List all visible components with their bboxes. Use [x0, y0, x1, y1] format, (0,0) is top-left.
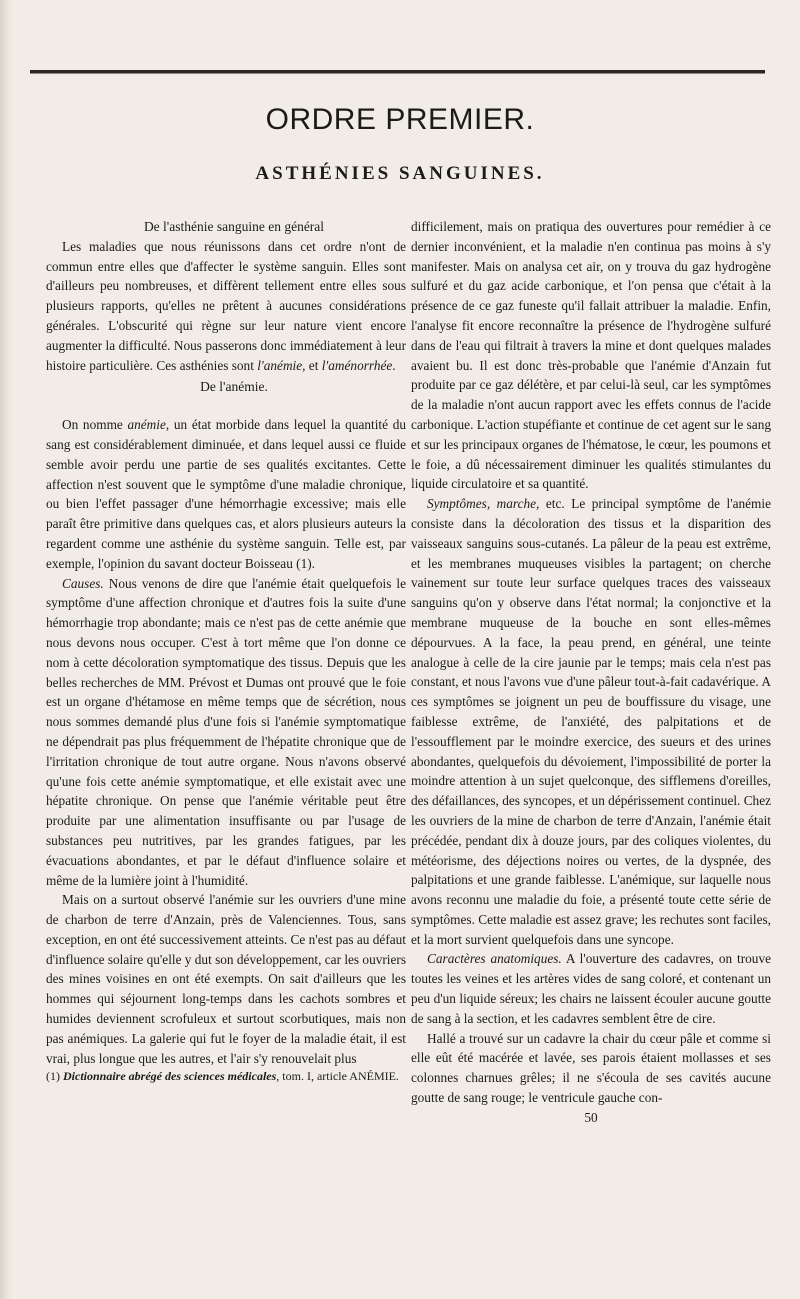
section-title: ASTHÉNIES SANGUINES.	[255, 163, 545, 184]
page-number: 50	[584, 1109, 598, 1125]
label-caracteres: Caractères anatomiques.	[427, 951, 562, 967]
term-anemie-def: anémie	[127, 417, 166, 433]
paragraph-continued: difficilement, mais on pratiqua des ouvertures pour remédier à ce dernier inconvénient, et la maladie n'en continua pas moins à s'y manifester. Mais on analysa cet air, on y trouva du gaz hydrogène sulfuré et du gaz acide carbonique, et l'on pensa que c'était à la présence de ce gaz funeste qu'il fallait attribuer la maladie. Enfin, l'analyse fit encore reconnaître la présence de l'hydrogène sulfuré dans de l'eau qui filtrait à travers la mine et dont quelques malades avaient bu. Il est donc très-probable que l'anémie d'Anzain fut produite par ce gaz délétère, et par celui-là seul, car les symptômes de la maladie n'ont aucun rapport avec les effets connus de l'acide carbonique. L'action stupéfiante et continue de cet agent sur le sang et sur les principaux organes de l'hématose, le cœur, les poumons et le foie, a dû nécessairement diminuer les qualités stimulantes du liquide circulatoire et sa quantité.	[411, 219, 771, 492]
paragraph-mines: Mais on a surtout observé l'anémie sur les ouvriers d'une mine de charbon de terre d'Anzain, près de Valenciennes. Tous, sans exception, en ont été successivement atteints. Ce n'est pas au défaut d'influence solaire qu'elle y dut son développement, car les ouvriers des mines voisines en ont été exempts. On sait d'ailleurs que les hommes qui séjournent long-temps dans les cachots sombres et humides deviennent scrofuleux et surtout scorbutiques, mais non pas anémiques. La galerie qui fut le foyer de la maladie était, il est vrai, plus longue que les autres, et l'air s'y renouvelait plus	[46, 892, 406, 1066]
right-column	[411, 217, 771, 1128]
page-edge-shadow	[0, 0, 14, 1299]
paragraph-halle: Hallé a trouvé sur un cadavre la chair du cœur pâle et comme si elle eût été macérée et lavée, ses parois étaient mollasses et ses colonnes charnues grêles; il ne s'écoula de ses cavités aucune goutte de sang rouge; le ventricule gauche con-	[411, 1030, 771, 1106]
chapter-title: ORDRE PREMIER.	[265, 103, 535, 136]
header-rule	[30, 70, 765, 74]
footnote-title: Dictionnaire abrégé des sciences médicales	[63, 1069, 277, 1084]
paragraph-intro: Les maladies que nous réunissons dans cet ordre n'ont de commun entre elles que d'affecter le système sanguin. Elles sont d'ailleurs peu nombreuses, et diffèrent tellement entre elles sous plusieurs rapports, qu'elles ne prêtent à aucunes considérations générales. L'obscurité qui règne sur leur nature vient encore augmenter la difficulté. Nous passerons donc immédiatement à leur histoire particulière. Ces asthénies sont l'anémie, et l'aménorrhée.	[46, 238, 406, 373]
left-column	[46, 217, 406, 1084]
paragraph-causes: Causes. Nous venons de dire que l'anémie était quelquefois le symptôme d'une affection chronique et d'autres fois la suite d'une hémorrhagie trop abondante; mais ce n'est pas de cette anémie que nous devons nous occuper. C'est à tort même que l'on donne ce nom à cette décoloration symptomatique des tissus. Depuis que les belles recherches de MM. Prévost et Dumas ont prouvé que le foie est un organe d'hétamose en même temps que de sécrétion, nous nous sommes demandé plus d'une fois si l'anémie symptomatique ne dépendrait pas plus fréquemment de l'hépatite chronique que de l'irritation chronique de tout autre organe. Nous n'avons observé qu'une fois cette anémie symptomatique, et elle existait avec une hépatite chronique. On pense que l'anémie véritable peut être produite par une alimentation insuffisante ou par l'usage de substances peu nutritives, par les grandes fatigues, par les évacuations abondantes, et par le défaut d'influence solaire et même de la lumière joint à l'humidité.	[46, 575, 406, 888]
heading-anemie: De l'anémie.	[200, 379, 268, 395]
term-amenorrhee: l'aménorrhée	[321, 357, 393, 373]
footnote: (1) Dictionnaire abrégé des sciences médicales, tom. I, article ANÉMIE.	[46, 1069, 399, 1084]
paragraph-symptomes: Symptômes, marche, etc. Le principal symptôme de l'anémie consiste dans la décoloration des tissus et la disparition des vaisseaux sanguins sous-cutanés. La pâleur de la peau est extrême, et les membranes muqueuses visibles la partagent; on cherche vainement sur toute leur surface quelques traces des vaisseaux sanguins qu'on y observe dans l'état normal; la conjonctive et la membrane muqueuse de la bouche en sont elles-mêmes dépourvues. A la face, la peau prend, en général, une teinte analogue à celle de la cire jaunie par le temps; mais cela n'est pas constant, et nous l'avons vue d'une pâleur tout-à-fait cadavérique. A ces symptômes se joignent un peu de bouffissure du visage, une faiblesse extrême, de l'anxiété, des palpitations et de l'essoufflement par le moindre exercice, des sueurs et des urines abondantes, quelquefois du dévoiement, l'impossibilité de porter la moindre attention à un sujet quelconque, des sifflemens d'oreilles, des défaillances, des syncopes, et un dépérissement continuel. Chez les ouvriers de la mine de charbon de terre d'Anzain, l'anémie était précédée, pendant dix à douze jours, par des coliques violentes, du météorisme, des déjections noires ou vertes, de la dyspnée, des palpitations et une grande faiblesse. L'anémique, sur laquelle nous avons reconnu une maladie du foie, a présenté toute cette série de symptômes. Cette maladie est assez grave; les rechutes sont faciles, et la mort survient quelquefois dans une syncope.	[411, 496, 772, 947]
term-anemie: l'anémie	[257, 357, 303, 373]
label-causes: Causes.	[62, 575, 104, 591]
paragraph-caracteres: Caractères anatomiques. A l'ouverture des cadavres, on trouve toutes les veines et les artères vides de sang coloré, et contenant un peu d'un liquide séreux; les chairs ne laissent écouler aucune goutte de sang à la section, et les cadavres semblent être de cire.	[411, 951, 772, 1026]
heading-general: De l'asthénie sanguine en général	[143, 219, 325, 234]
paragraph-definition: On nomme anémie, un état morbide dans lequel la quantité du sang est considérablement diminuée, et dans lequel aussi ce fluide semble avoir perdu une partie de ses qualités excitantes. Cette affection n'est souvent que le symptôme d'une maladie chronique, ou bien l'effet passager d'une hémorrhagie excessive; mais elle paraît être primitive dans quelques cas, et alors plusieurs auteurs la regardent comme une asthénie du système sanguin. Telle est, par exemple, l'opinion du savant docteur Boisseau (1).	[46, 417, 406, 571]
label-symptomes: Symptômes, marche,	[427, 496, 540, 512]
